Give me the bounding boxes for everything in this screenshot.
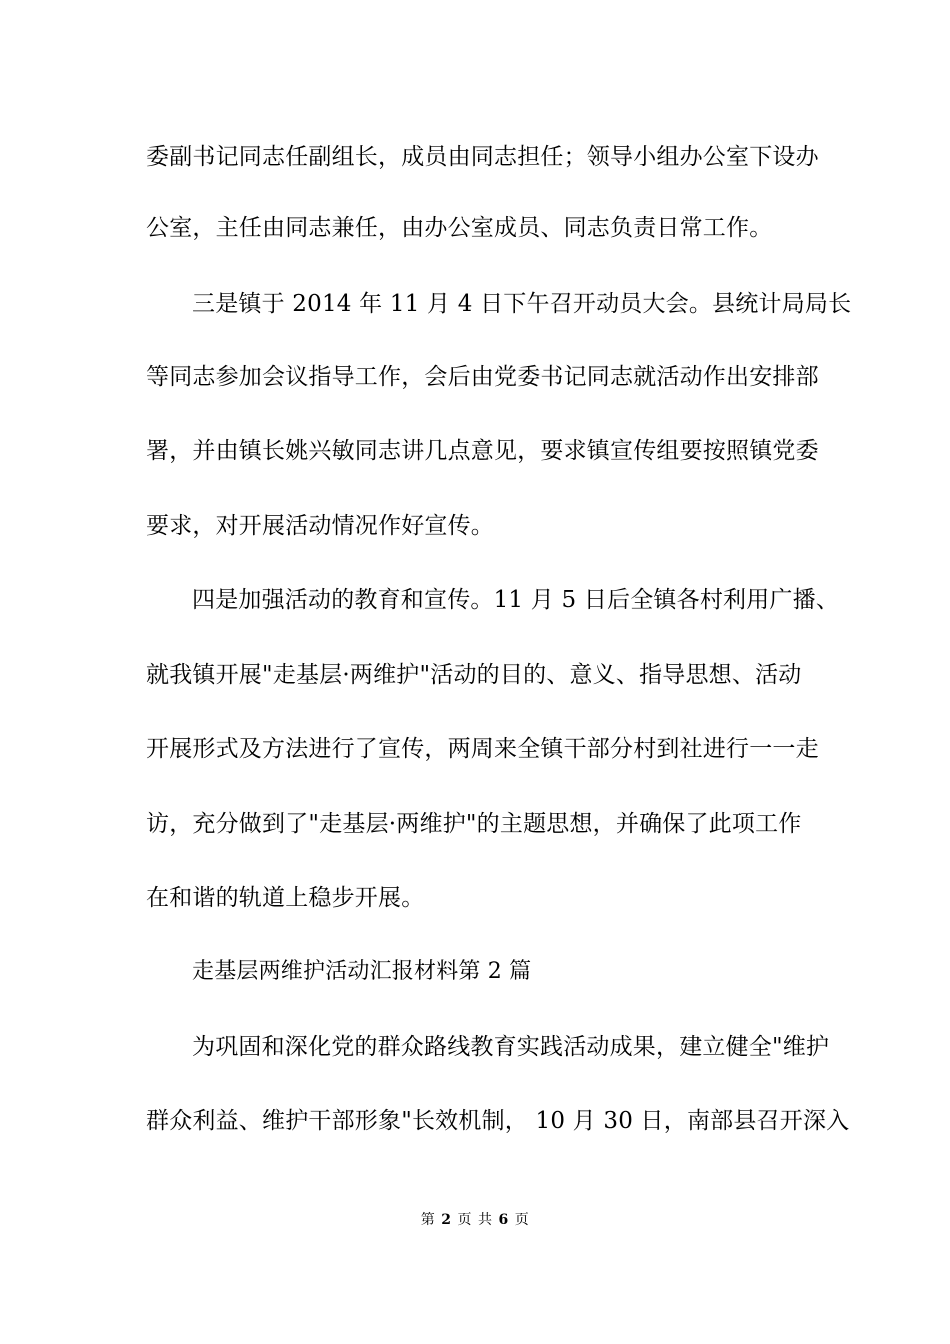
footer-page-word: 页 (457, 1212, 472, 1228)
body-text-line: 访，充分做到了"走基层·两维护"的主题思想，并确保了此项工作 (146, 811, 802, 837)
page-footer (0, 1211, 950, 1229)
total-pages-number: 6 (498, 1212, 509, 1228)
body-text-line: 署，并由镇长姚兴敏同志讲几点意见，要求镇宣传组要按照镇党委 (146, 438, 819, 464)
body-text-line: 要求，对开展活动情况作好宣传。 (146, 513, 494, 539)
body-text-line: 在和谐的轨道上稳步开展。 (146, 885, 425, 911)
body-text-line: 等同志参加会议指导工作，会后由党委书记同志就活动作出安排部 (146, 364, 819, 390)
body-text-line: 公室，主任由同志兼任，由办公室成员、同志负责日常工作。 (146, 215, 773, 241)
paragraph-start-line: 三是镇于 2014 年 11 月 4 日下午召开动员大会。县统计局局长 (192, 291, 852, 317)
body-text-line: 就我镇开展"走基层·两维护"活动的目的、意义、指导思想、活动 (146, 662, 802, 688)
section-heading: 走基层两维护活动汇报材料第 2 篇 (192, 959, 532, 984)
body-text-line: 委副书记同志任副组长，成员由同志担任；领导小组办公室下设办 (146, 144, 819, 170)
current-page-number: 2 (441, 1212, 452, 1228)
footer-suffix: 页 (514, 1212, 530, 1228)
footer-total-prefix: 共 (478, 1212, 493, 1228)
footer-prefix: 第 (420, 1212, 436, 1228)
body-text-line: 群众利益、维护干部形象"长效机制， 10 月 30 日，南部县召开深入 (146, 1108, 850, 1134)
paragraph-start-line: 为巩固和深化党的群众路线教育实践活动成果，建立健全"维护 (192, 1034, 830, 1060)
paragraph-start-line: 四是加强活动的教育和宣传。11 月 5 日后全镇各村利用广播、 (192, 587, 840, 613)
body-text-line: 开展形式及方法进行了宣传，两周来全镇干部分村到社进行一一走 (146, 736, 819, 762)
